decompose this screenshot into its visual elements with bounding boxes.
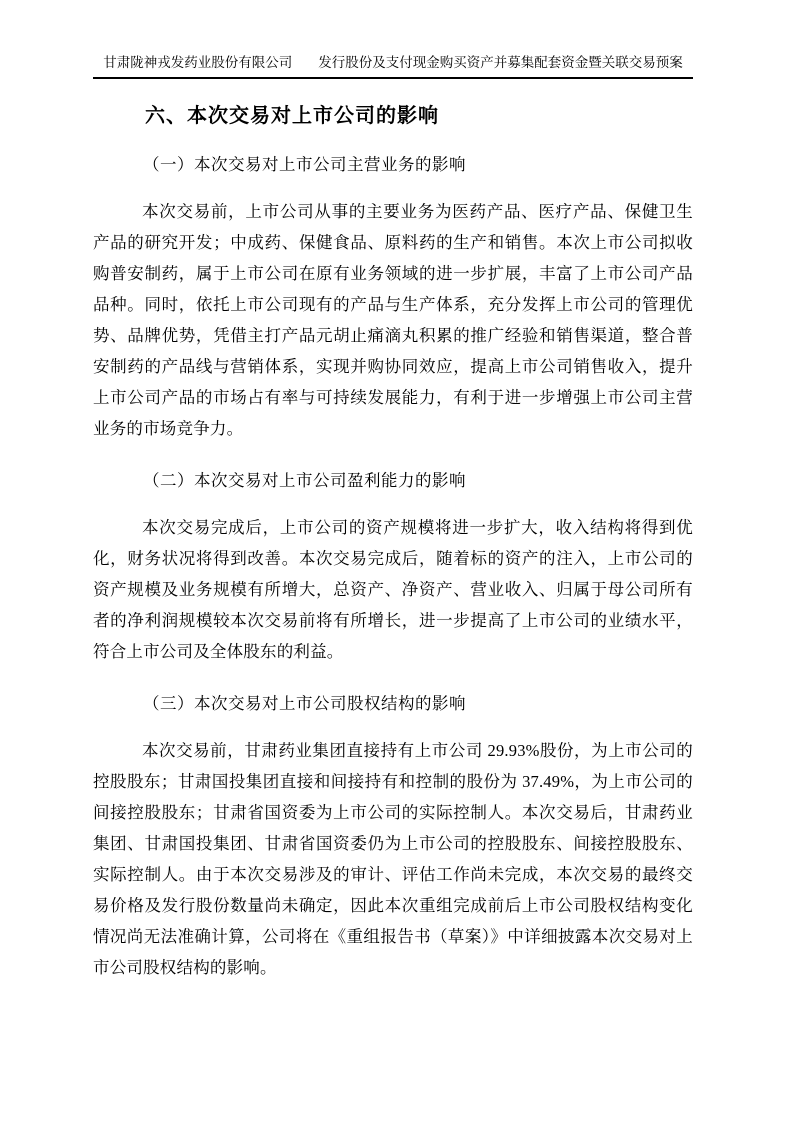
section-equity-structure-impact <box>93 694 693 983</box>
subsection-heading-profitability: （二）本次交易对上市公司盈利能力的影响 <box>143 471 466 490</box>
page-content <box>93 0 693 983</box>
header-doc-type: 发行股份及支付现金购买资产并募集配套资金暨关联交易预案 <box>318 55 683 70</box>
subsection-heading-main-business: （一）本次交易对上市公司主营业务的影响 <box>143 155 466 174</box>
section-main-business-impact <box>93 155 693 444</box>
header-company-name: 甘肃陇神戎发药业股份有限公司 <box>103 55 293 70</box>
paragraph-profitability: 本次交易完成后，上市公司的资产规模将进一步扩大，收入结构将得到优化，财务状况将得到改善。本次交易完成后，随着标的资产的注入，上市公司的资产规模及业务规模有所增大，总资产、净资产、营业收入、归属于母公司所有者的净利润规模较本次交易前将有所增长，进一步提高了上市公司的业绩水平，符合上市公司及全体股东的利益。 <box>93 518 693 661</box>
subsection-heading-equity-structure: （三）本次交易对上市公司股权结构的影响 <box>143 694 466 713</box>
chapter-title: 六、本次交易对上市公司的影响 <box>145 105 439 127</box>
paragraph-main-business: 本次交易前，上市公司从事的主要业务为医药产品、医疗产品、保健卫生产品的研究开发；中成药、保健食品、原料药的生产和销售。本次上市公司拟收购普安制药，属于上市公司在原有业务领域的进一步扩展，丰富了上市公司产品品种。同时，依托上市公司现有的产品与生产体系，充分发挥上市公司的管理优势、品牌优势，凭借主打产品元胡止痛滴丸积累的推广经验和销售渠道，整合普安制药的产品线与营销体系，实现并购协同效应，提高上市公司销售收入，提升上市公司产品的市场占有率与可持续发展能力，有利于进一步增强上市公司主营业务的市场竞争力。 <box>93 202 693 438</box>
page-header <box>93 0 693 79</box>
paragraph-equity-structure: 本次交易前，甘肃药业集团直接持有上市公司 29.93%股份，为上市公司的控股股东；甘肃国投集团直接和间接持有和控制的股份为 37.49%，为上市公司的间接控股股东；甘肃省国资委为上市公司的实际控制人。本次交易后，甘肃药业集团、甘肃国投集团、甘肃省国资委仍为上市公司的控股股东、间接控股股东、实际控制人。由于本次交易涉及的审计、评估工作尚未完成，本次交易的最终交易价格及发行股份数量尚未确定，因此本次重组完成前后上市公司股权结构变化情况尚无法准确计算，公司将在《重组报告书（草案）》中详细披露本次交易对上市公司股权结构的影响。 <box>93 741 693 977</box>
section-profitability-impact <box>93 471 693 667</box>
